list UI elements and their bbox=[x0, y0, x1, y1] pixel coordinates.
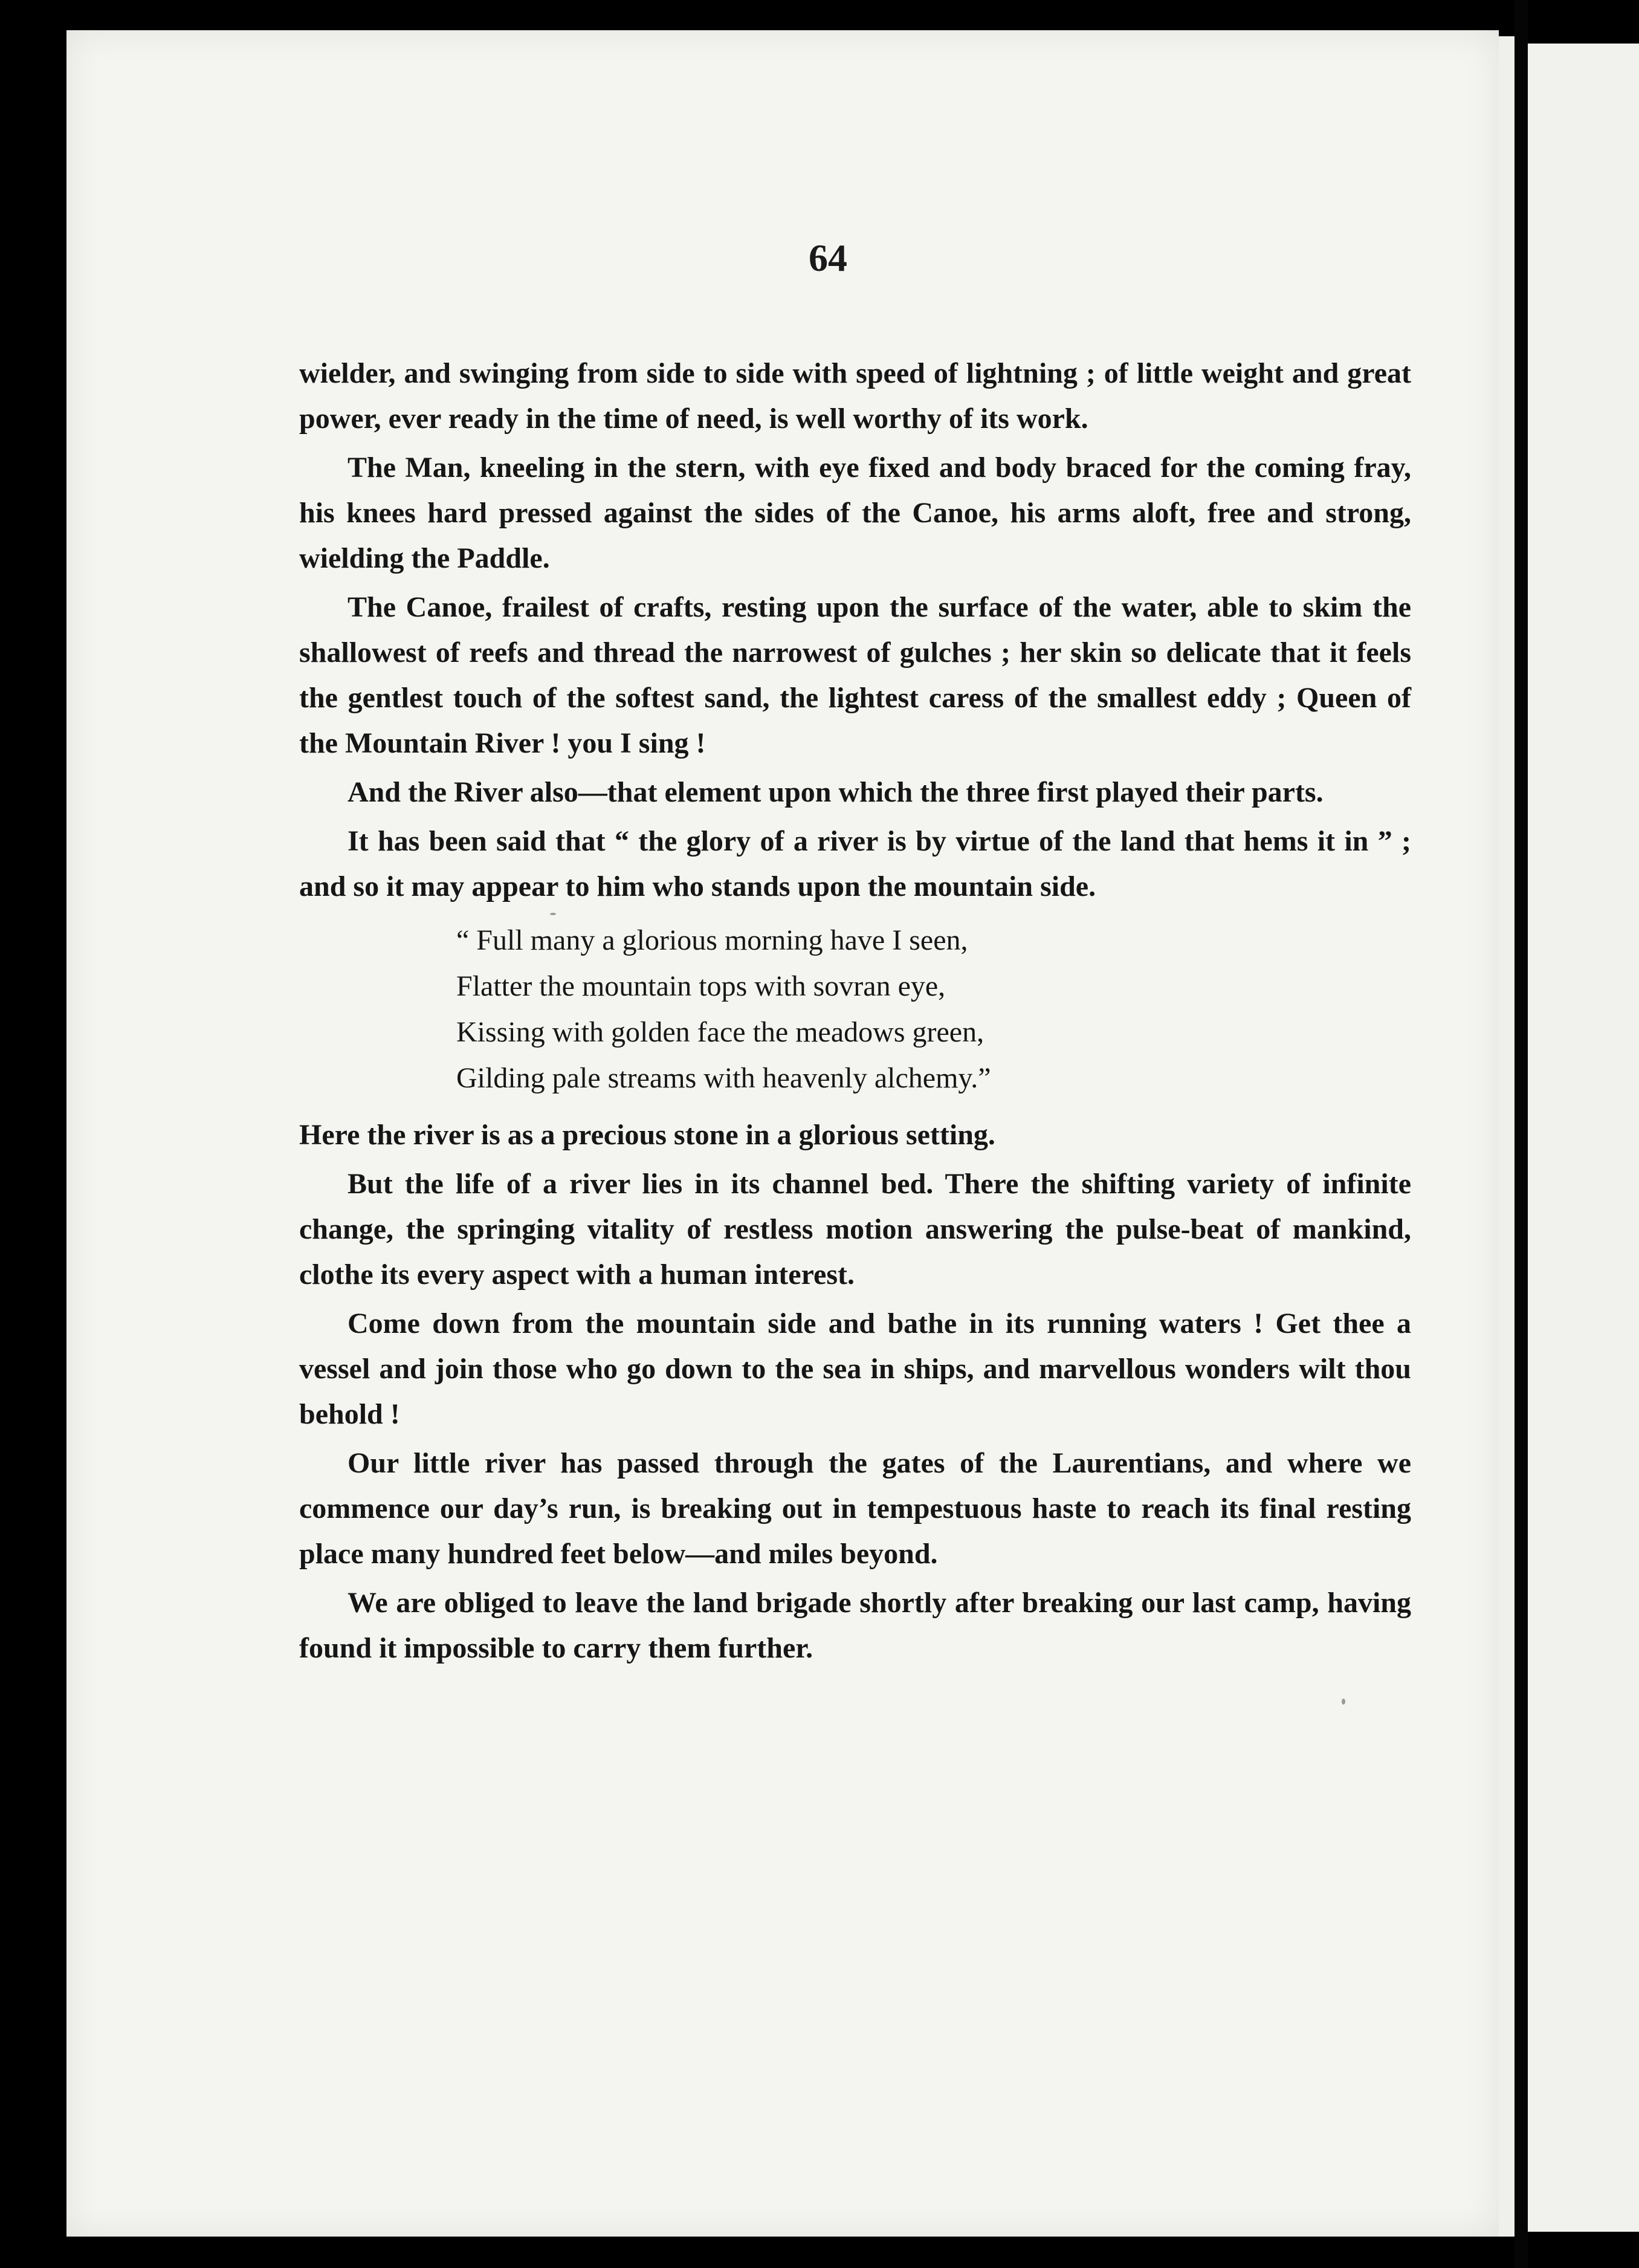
paragraph: But the life of a river lies in its channel bed. There the shifting variety of infinite change, the springing vitality of restless motion answering the pulse-beat of mankind, clothe its every aspect with a human interest. bbox=[299, 1168, 1411, 1291]
paragraph: And the River also—that element upon which the three first played their parts. bbox=[348, 776, 1324, 808]
verse-line: “ Full many a glorious morning have I seen, bbox=[456, 924, 968, 956]
page-edge bbox=[1499, 36, 1515, 2237]
verse-line: Gilding pale streams with heavenly alchemy.” bbox=[456, 1062, 991, 1094]
paragraph: Here the river is as a precious stone in a glorious setting. bbox=[299, 1119, 995, 1151]
paragraph: Our little river has passed through the gates of the Laurentians, and where we commence our day’s run, is breaking out in tempestuous haste to reach its final resting place many hundred feet below—and miles beyond. bbox=[299, 1447, 1411, 1570]
book-page bbox=[66, 30, 1499, 2237]
body-text bbox=[299, 351, 1411, 1674]
scan-speck bbox=[550, 913, 556, 915]
verse-line: Kissing with golden face the meadows green, bbox=[456, 1016, 984, 1048]
page-number: 64 bbox=[809, 236, 847, 279]
paragraph: wielder, and swinging from side to side with speed of lightning ; of little weight and great power, ever ready in the time of need, is well worthy of its work. bbox=[299, 357, 1411, 435]
paragraph: The Canoe, frailest of crafts, resting upon the surface of the water, able to skim the shallowest of reefs and thread the narrowest of gulches ; her skin so delicate that it feels the gentlest touch of the softest sand, the lightest caress of the smallest eddy ; Queen of the Mountain River ! you I sing ! bbox=[299, 591, 1411, 759]
scan-speck bbox=[1342, 1699, 1345, 1705]
paragraph: It has been said that “ the glory of a river is by virtue of the land that hems it in ” ; and so it may appear to him who stands upon the mountain side. bbox=[299, 825, 1411, 902]
paragraph: We are obliged to leave the land brigade shortly after breaking our last camp, having found it impossible to carry them further. bbox=[299, 1587, 1411, 1664]
paragraph: The Man, kneeling in the stern, with eye fixed and body braced for the coming fray, his knees hard pressed against the sides of the Canoe, his arms aloft, free and strong, wielding the Paddle. bbox=[299, 452, 1411, 574]
paragraph: Come down from the mountain side and bathe in its running waters ! Get thee a vessel and join those who go down to the sea in ships, and marvellous wonders wilt thou behold ! bbox=[299, 1307, 1411, 1430]
verse-line: Flatter the mountain tops with sovran eye, bbox=[456, 970, 946, 1002]
adjacent-page-edge bbox=[1528, 44, 1639, 2232]
verse-quotation bbox=[456, 918, 1411, 1101]
book-gutter bbox=[1515, 0, 1528, 2268]
